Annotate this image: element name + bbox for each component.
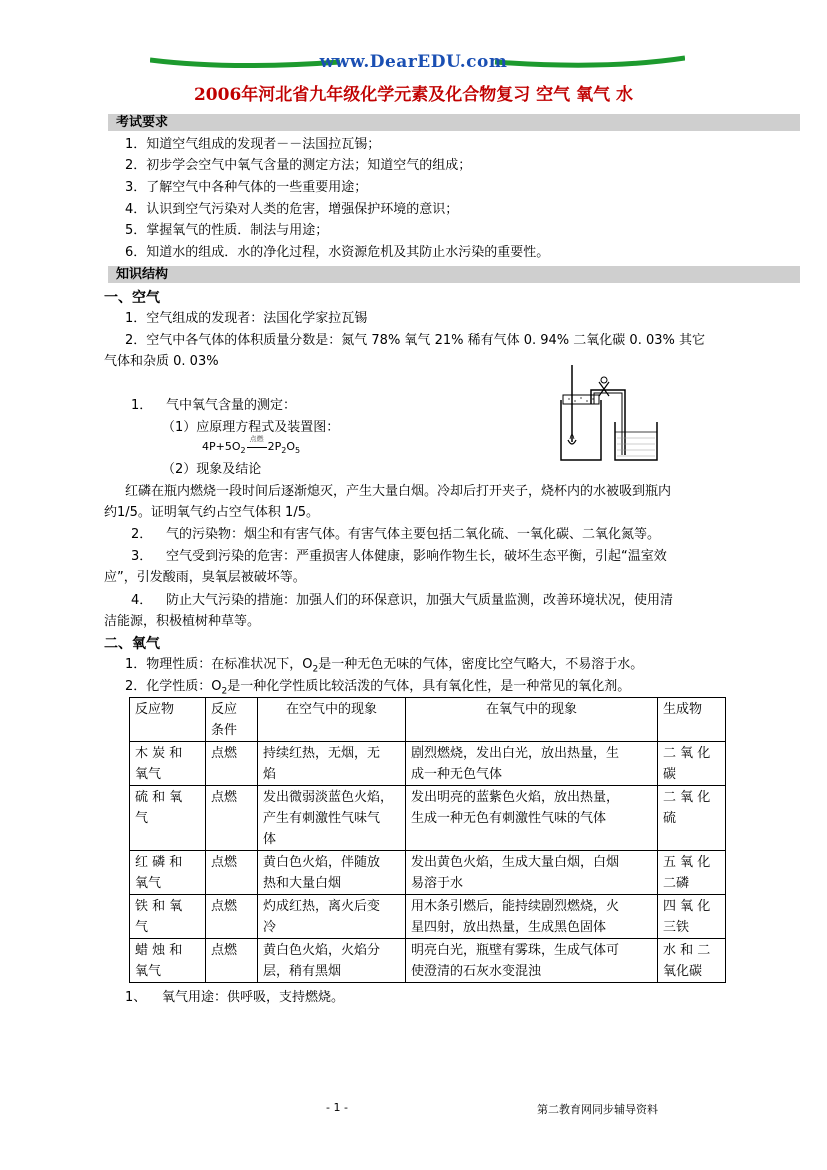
apparatus-diagram: [553, 360, 665, 465]
site-logo-text[interactable]: www.DearEDU.com: [319, 52, 508, 72]
pollution-harm-text: 应”，引发酸雨，臭氧层被破坏等。: [104, 570, 306, 585]
table-header-cell: 在氧气中的现象: [406, 698, 658, 742]
table-cell: 持续红热，无烟，无 焰: [258, 742, 406, 786]
table-cell: 黄白色火焰，伴随放 热和大量白烟: [258, 851, 406, 895]
table-cell: 二 氧 化 硫: [658, 786, 726, 851]
requirement-item: 5．掌握氧气的性质．制法与用途；: [125, 223, 329, 238]
table-cell: 五 氧 化 二磷: [658, 851, 726, 895]
table-cell: 二 氧 化 碳: [658, 742, 726, 786]
structure-heading-bar: [108, 266, 800, 283]
table-cell: 黄白色火焰，火焰分 层，稍有黑烟: [258, 939, 406, 983]
table-cell: 点燃: [206, 895, 258, 939]
oxygen-heading: 二、氧气: [104, 636, 160, 652]
air-paragraph: 1．空气组成的发现者：法国化学家拉瓦锡: [125, 311, 368, 326]
measurement-heading: 气中氧气含量的测定：: [166, 398, 297, 413]
table-header-cell: 反应物: [130, 698, 206, 742]
table-cell: 明亮白光，瓶壁有雾珠，生成气体可 使澄清的石灰水变混浊: [406, 939, 658, 983]
item-number: 1、: [125, 990, 147, 1005]
prevention-text: 防止大气污染的措施：加强人们的环保意识，加强大气质量监测，改善环境状况，使用清: [166, 593, 674, 608]
table-cell: 用木条引燃后，能持续剧烈燃烧，火 星四射，放出热量，生成黑色固体: [406, 895, 658, 939]
table-cell: 红 磷 和 氧气: [130, 851, 206, 895]
air-heading: 一、空气: [104, 290, 160, 306]
table-cell: 发出微弱淡蓝色火焰， 产生有刺激性气味气 体: [258, 786, 406, 851]
requirement-item: 2．初步学会空气中氧气含量的测定方法；知道空气的组成；: [125, 158, 472, 173]
table-row: [130, 895, 726, 939]
phenomenon-text: 红磷在瓶内燃烧一段时间后逐渐熄灭，产生大量白烟。冷却后打开夹子，烧杯内的水被吸到瓶内: [125, 484, 672, 499]
table-cell: 硫 和 氧 气: [130, 786, 206, 851]
measurement-sub: （1）应原理方程式及装置图：: [162, 420, 340, 435]
oxygen-physical: 1．物理性质：在标准状况下，$O_2$是一种无色无味的气体，密度比空气略大，不易溶于水。: [125, 657, 644, 675]
item-number: 4．: [131, 593, 153, 608]
requirement-item: 4．认识到空气污染对人类的危害，增强保护环境的意识；: [125, 202, 459, 217]
table-cell: 点燃: [206, 851, 258, 895]
table-cell: 剧烈燃烧，发出白光，放出热量，生 成一种无色气体: [406, 742, 658, 786]
table-header-row: [130, 698, 726, 742]
pollutants-text: 气的污染物：烟尘和有害气体。有害气体主要包括二氧化硫、一氧化碳、二氧化氮等。: [166, 527, 661, 542]
item-number: 3．: [131, 549, 153, 564]
table-cell: 发出明亮的蓝紫色火焰，放出热量， 生成一种无色有刺激性气味的气体: [406, 786, 658, 851]
table-header-cell: 反应 条件: [206, 698, 258, 742]
page-number: - 1 -: [326, 1101, 348, 1114]
table-cell: 蜡 烛 和 氧气: [130, 939, 206, 983]
item-number: 2．: [131, 527, 153, 542]
table-cell: 点燃: [206, 786, 258, 851]
phenomenon-text: 约1/5。证明氧气约占空气体积 1/5。: [104, 505, 319, 520]
prevention-text: 洁能源，积极植树种草等。: [104, 614, 261, 629]
requirements-heading: 考试要求: [116, 115, 169, 130]
pollution-harm-text: 空气受到污染的危害：严重损害人体健康，影响作物生长，破坏生态平衡，引起“温室效: [166, 549, 667, 564]
air-paragraph: 气体和杂质 0. 03%: [104, 354, 219, 369]
table-cell: 水 和 二 氧化碳: [658, 939, 726, 983]
table-row: [130, 786, 726, 851]
measurement-sub: （2）现象及结论: [162, 462, 262, 477]
structure-heading: 知识结构: [116, 267, 169, 282]
requirement-item: 1．知道空气组成的发现者－－法国拉瓦锡；: [125, 137, 381, 152]
table-cell: 发出黄色火焰，生成大量白烟，白烟 易溶于水: [406, 851, 658, 895]
requirement-item: 3．了解空气中各种气体的一些重要用途；: [125, 180, 368, 195]
requirements-heading-bar: [108, 114, 800, 131]
footer-source: 第二教育网同步辅导资料: [537, 1103, 658, 1116]
table-header-cell: 生成物: [658, 698, 726, 742]
requirement-item: 6．知道水的组成．水的净化过程，水资源危机及其防止水污染的重要性。: [125, 245, 550, 260]
chemical-equation: $4P+5O_2$ 点燃 $2P_2O_5$: [202, 435, 301, 456]
oxygen-reactions-table: [129, 697, 726, 983]
table-cell: 四 氧 化 三铁: [658, 895, 726, 939]
table-cell: 点燃: [206, 742, 258, 786]
table-row: [130, 939, 726, 983]
table-cell: 灼成红热，离火后变 冷: [258, 895, 406, 939]
oxygen-usage: 氧气用途：供呼吸，支持燃烧。: [162, 990, 345, 1005]
page-title: 2006年河北省九年级化学元素及化合物复习 空气 氧气 水: [193, 85, 634, 105]
table-cell: 木 炭 和 氧气: [130, 742, 206, 786]
table-header-cell: 在空气中的现象: [258, 698, 406, 742]
item-number: 1．: [131, 398, 153, 413]
oxygen-chemical: 2．化学性质：$O_2$是一种化学性质比较活泼的气体，具有氧化性，是一种常见的氧化剂。: [125, 679, 631, 697]
air-paragraph: 2．空气中各气体的体积质量分数是：氮气 78% 氧气 21% 稀有气体 0. 94% 二氧化碳 0. 03% 其它: [125, 333, 705, 348]
table-row: [130, 742, 726, 786]
table-cell: 铁 和 氧 气: [130, 895, 206, 939]
table-cell: 点燃: [206, 939, 258, 983]
table-row: [130, 851, 726, 895]
